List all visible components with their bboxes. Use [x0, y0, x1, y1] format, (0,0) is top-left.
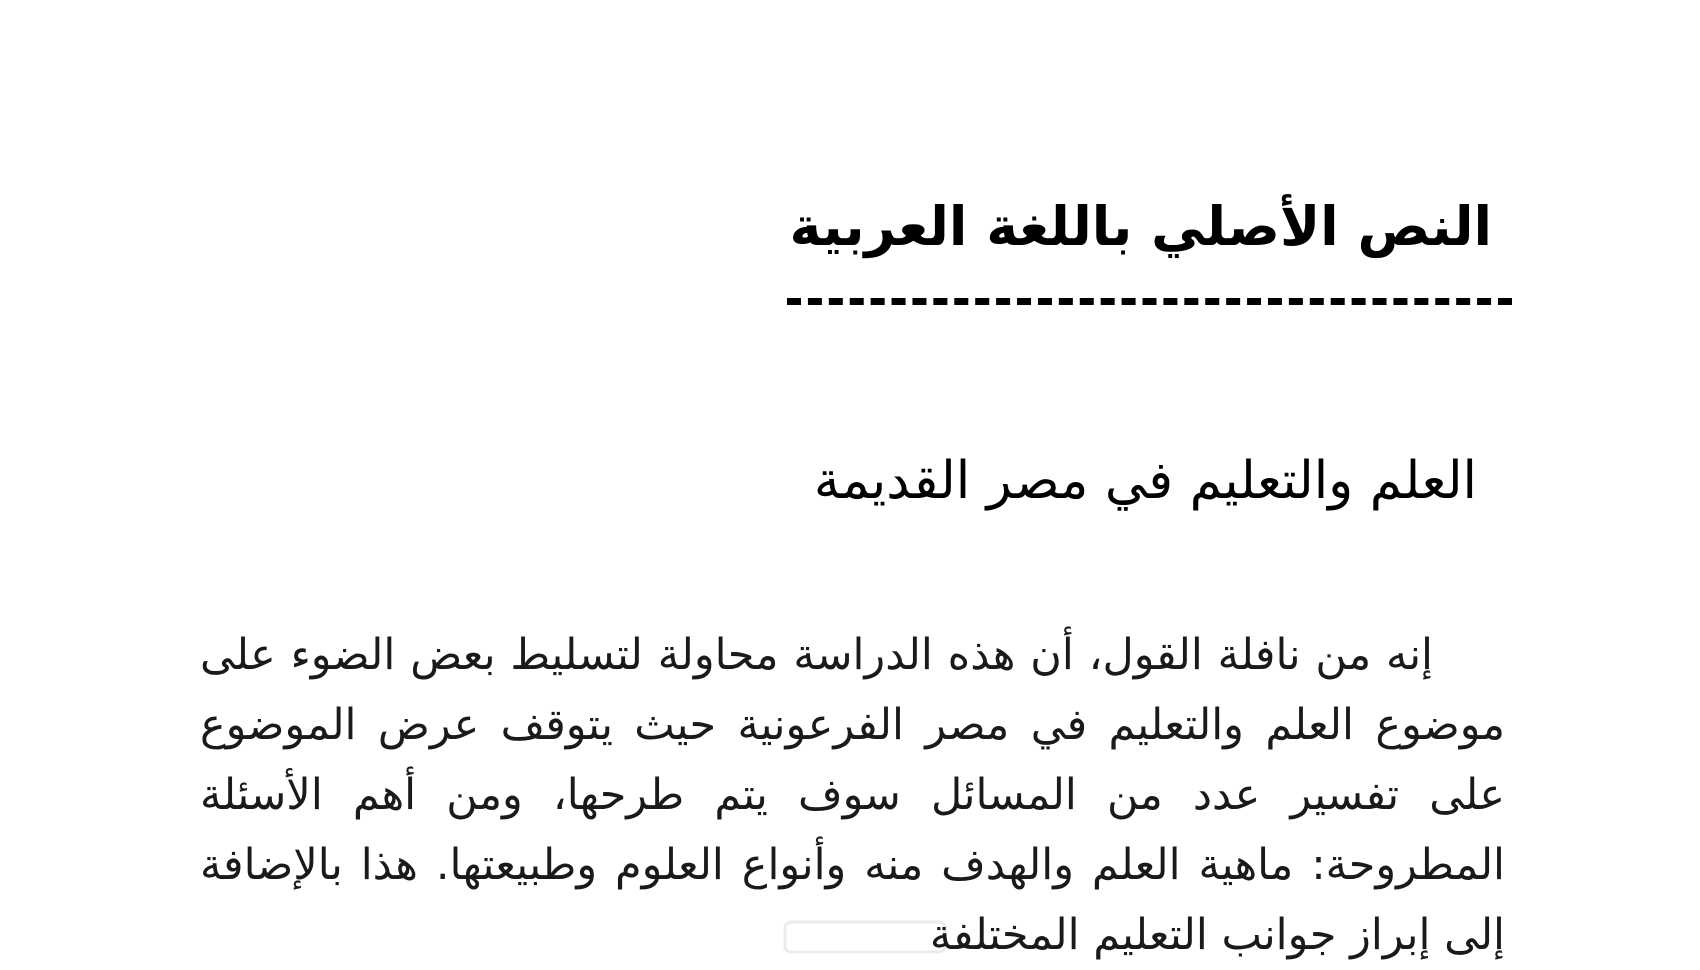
- page-title: النص الأصلي باللغة العربية: [789, 195, 1492, 258]
- title-divider: [787, 298, 1512, 305]
- section-heading: العلم والتعليم في مصر القديمة: [813, 451, 1477, 511]
- body-paragraph: إنه من نافلة القول، أن هذه الدراسة محاولة لتسليط بعض الضوء على موضوع العلم والتعليم في مصر الفرعونية حيث يتوقف عرض الموضوع على تفسير عدد من المسائل سوف يتم طرحها، ومن أهم الأسئلة المطروحة: ماهية العلم والهدف منه وأنواع العلوم وطبيعتها. هذا بالإضافة إلى إبراز جوانب التعليم المختلفة: [200, 630, 1505, 960]
